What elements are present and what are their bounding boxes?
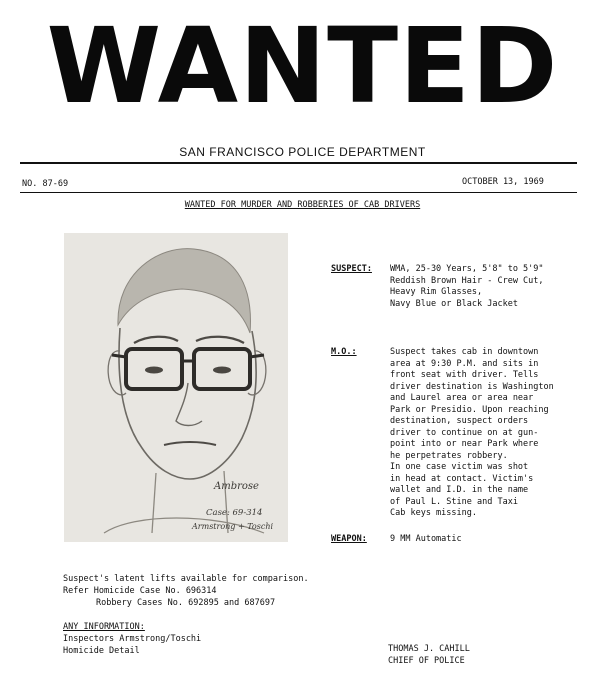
- sketch-case-mark: Case: 69-314: [206, 508, 263, 518]
- suspect-description: WMA, 25-30 Years, 5'8" to 5'9" Reddish Brown Hair - Crew Cut, Heavy Rim Glasses, Navy Blue or Black Jacket: [390, 264, 544, 309]
- header-rule-bottom: [20, 192, 577, 193]
- homicide-case-line: Refer Homicide Case No. 696314: [63, 586, 217, 596]
- poster-title: WANTED: [46, 5, 559, 127]
- bulletin-date: OCTOBER 13, 1969: [462, 177, 544, 187]
- contact-inspectors: Inspectors Armstrong/Toschi: [63, 634, 202, 644]
- sketch-artist-signature: Ambrose: [214, 481, 259, 492]
- contact-label: ANY INFORMATION:: [63, 622, 145, 632]
- subject-heading: WANTED FOR MURDER AND ROBBERIES OF CAB DRIVERS: [184, 200, 421, 210]
- suspect-label: SUSPECT:: [331, 264, 372, 274]
- case-number: NO. 87-69: [22, 179, 69, 189]
- suspect-sketch: [64, 233, 288, 542]
- sketch-witness-mark: Armstrong + Toschi: [192, 522, 274, 531]
- chief-name: THOMAS J. CAHILL: [388, 644, 470, 654]
- weapon-description: 9 MM Automatic: [390, 534, 462, 544]
- chief-title: CHIEF OF POLICE: [388, 656, 465, 666]
- weapon-label: WEAPON:: [331, 534, 367, 544]
- contact-detail: Homicide Detail: [63, 646, 140, 656]
- robbery-cases-line: Robbery Cases No. 692895 and 687697: [96, 598, 276, 608]
- latent-prints-line: Suspect's latent lifts available for comparison.: [63, 574, 309, 584]
- mo-label: M.O.:: [331, 347, 357, 357]
- department-name: SAN FRANCISCO POLICE DEPARTMENT: [179, 145, 426, 159]
- header-rule-top: [20, 162, 577, 164]
- mo-description: Suspect takes cab in downtown area at 9:30 P.M. and sits in front seat with driver. Tells driver destination is Washington and Laurel area or area near Park or Presidio. Upon reaching destination, suspect orders driver to continue on at gun- point into or near Park where he perpetrates robbery. In one case victim was shot in head at contact. Victim's wallet and I.D. in the name of Paul L. Stine and Taxi Cab keys missing.: [390, 347, 554, 518]
